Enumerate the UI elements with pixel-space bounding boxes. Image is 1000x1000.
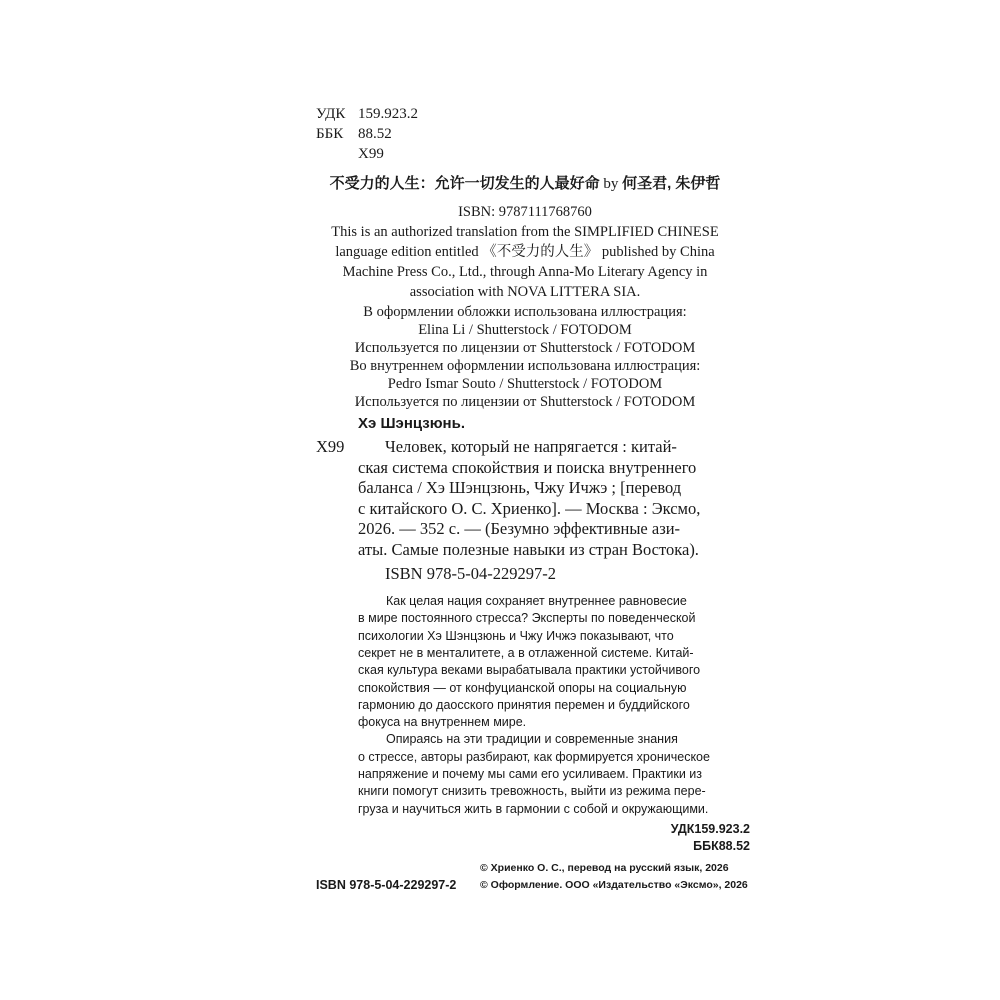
license-line: Machine Press Co., Ltd., through Anna-Mo Literary Agency in <box>342 264 708 280</box>
license-block <box>300 202 750 302</box>
record-author-heading: Хэ Шэнцзюнь. <box>358 415 465 432</box>
record-line: баланса / Хэ Шэнцзюнь, Чжу Ичжэ ; [перевод <box>358 478 682 497</box>
annotation-line: спокойствия — от конфуцианской опоры на социальную <box>358 680 687 695</box>
license-line: language edition entitled 《不受力的人生》 published by China <box>335 244 715 260</box>
annotation-line: ская культура веками вырабатывала практики устойчивого <box>358 663 701 678</box>
footer-isbn: ISBN 978-5-04-229297-2 <box>316 878 457 892</box>
classification-block <box>316 104 476 166</box>
record-line: 2026. — 352 с. — (Безумно эффективные ази- <box>358 519 681 538</box>
credit-line: Используется по лицензии от Shutterstock / FOTODOM <box>354 394 696 410</box>
credit-line: Pedro Ismar Souto / Shutterstock / FOTODOM <box>387 376 663 392</box>
original-title-cn: 不受力的人生：允许一切发生的人最好命 <box>329 175 600 192</box>
original-by: by <box>603 176 619 192</box>
footer-bbk: ББК88.52 <box>693 839 750 853</box>
original-title-line <box>300 172 750 196</box>
bbk-label: ББК <box>316 126 344 142</box>
copyright-design: © Оформление. ООО «Издательство «Эксмо», 2026 <box>480 879 748 891</box>
record-line: Человек, который не напрягается : китай- <box>385 437 677 456</box>
annotation-line: о стрессе, авторы разбирают, как формируется хроническое <box>358 749 710 764</box>
original-isbn: ISBN: 9787111768760 <box>458 204 592 220</box>
license-line: association with NOVA LITTERA SIA. <box>409 284 641 300</box>
record-line: аты. Самые полезные навыки из стран Востока). <box>358 539 699 559</box>
annotation-line: гармонию до даосского принятия перемен и буддийского <box>358 697 690 712</box>
annotation-line: Как целая нация сохраняет внутреннее равновесие <box>386 594 687 608</box>
udk-value: 159.923.2 <box>358 106 418 122</box>
record-mark: Х99 <box>316 437 345 456</box>
udk-label: УДК <box>316 106 346 122</box>
annotation-line: груза и научиться жить в гармонии с собой и окружающими. <box>358 801 709 816</box>
annotation-line: фокуса на внутреннем мире. <box>358 715 527 730</box>
footer-classification <box>560 821 750 855</box>
copyright-block <box>480 860 760 894</box>
record-line: с китайского О. С. Хриенко]. — Москва : Эксмо, <box>358 498 701 518</box>
author-mark: Х99 <box>358 146 384 162</box>
illustration-credits <box>300 303 750 411</box>
annotation-line: книги помогут снизить тревожность, выйти из режима пере- <box>358 784 706 799</box>
annotation-line: в мире постоянного стресса? Эксперты по поведенческой <box>358 611 696 626</box>
annotation-line: психологии Хэ Шэнцзюнь и Чжу Ичжэ показывают, что <box>358 628 674 643</box>
original-authors-cn: 何圣君, 朱伊哲 <box>622 175 721 192</box>
credit-line: Elina Li / Shutterstock / FOTODOM <box>418 322 632 338</box>
copyright-translation: © Хриенко О. С., перевод на русский язык, 2026 <box>480 862 729 874</box>
credit-line: В оформлении обложки использована иллюстрация: <box>363 304 687 320</box>
bibliographic-record <box>316 414 756 584</box>
annotation-line: Опираясь на эти традиции и современные знания <box>386 732 678 747</box>
record-line: ская система спокойствия и поиска внутреннего <box>358 457 697 477</box>
footer-udk: УДК159.923.2 <box>670 822 750 836</box>
bbk-value: 88.52 <box>358 126 392 142</box>
record-isbn: ISBN 978-5-04-229297-2 <box>385 564 556 583</box>
license-line: This is an authorized translation from the SIMPLIFIED CHINESE <box>331 224 719 240</box>
credit-line: Используется по лицензии от Shutterstock / FOTODOM <box>354 340 696 356</box>
annotation-line: секрет не в менталитете, а в отлаженной системе. Китай- <box>358 645 694 660</box>
annotation-line: напряжение и почему мы сами его усиливаем. Практики из <box>358 767 703 781</box>
credit-line: Во внутреннем оформлении использована иллюстрация: <box>349 358 701 374</box>
